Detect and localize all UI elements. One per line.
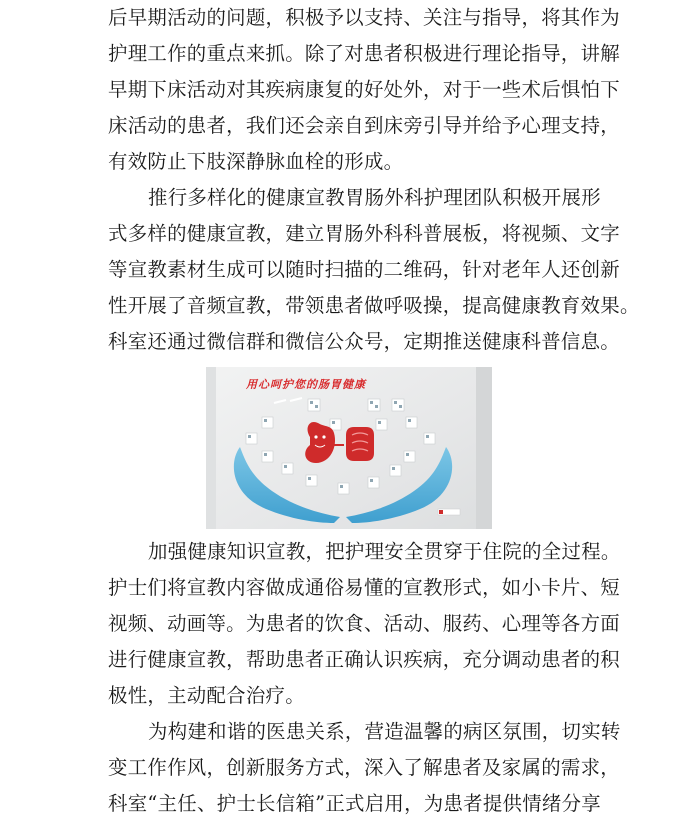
text-line: 性开展了音频宣教，带领患者做呼吸操，提高健康教育效果。 (108, 294, 640, 317)
paragraph-health-education (108, 180, 640, 360)
text-line: 护士们将宣教内容做成通俗易懂的宣教形式，如小卡片、短 (108, 576, 620, 599)
text-line: 早期下床活动对其疾病康复的好处外，对于一些术后惧怕下 (108, 78, 620, 101)
board-banner-title: 用心呵护您的肠胃健康 (246, 378, 366, 391)
text-line: 进行健康宣教，帮助患者正确认识疾病，充分调动患者的积 (108, 648, 620, 671)
text-line: 科室还通过微信群和微信公众号，定期推送健康科普信息。 (108, 330, 620, 353)
text-line: 极性，主动配合治疗。 (108, 684, 305, 707)
display-board-photo (206, 367, 492, 529)
logo-mark (439, 510, 443, 514)
paragraph-doctor-patient-relations (108, 714, 621, 822)
wall-edge-left (206, 367, 216, 529)
text-line: 后早期活动的问题，积极予以支持、关注与指导，将其作为 (108, 6, 620, 29)
text-line: 等宣教素材生成可以随时扫描的二维码，针对老年人还创新 (108, 258, 620, 281)
paragraph-safety-education (108, 534, 621, 714)
text-line: 有效防止下肢深静脉血栓的形成。 (108, 150, 404, 173)
text-line: 推行多样化的健康宣教胃肠外科护理团队积极开展形 (148, 186, 601, 209)
text-line: 科室“主任、护士长信箱”正式启用，为患者提供情绪分享 (108, 792, 601, 815)
text-line: 变工作作风，创新服务方式，深入了解患者及家属的需求， (108, 756, 620, 779)
text-line: 视频、动画等。为患者的饮食、活动、服药、心理等各方面 (108, 612, 620, 635)
text-line: 床活动的患者，我们还会亲自到床旁引导并给予心理支持， (108, 114, 620, 137)
text-line: 式多样的健康宣教，建立胃肠外科科普展板，将视频、文字 (108, 222, 620, 245)
text-line: 加强健康知识宣教，把护理安全贯穿于住院的全过程。 (148, 540, 621, 563)
paragraph-early-activity (108, 0, 620, 180)
text-line: 护理工作的重点来抓。除了对患者积极进行理论指导，讲解 (108, 42, 620, 65)
wall-edge (476, 367, 492, 529)
text-line: 为构建和谐的医患关系，营造温馨的病区氛围，切实转 (148, 720, 621, 743)
intestine-mascot-icon (346, 427, 374, 461)
